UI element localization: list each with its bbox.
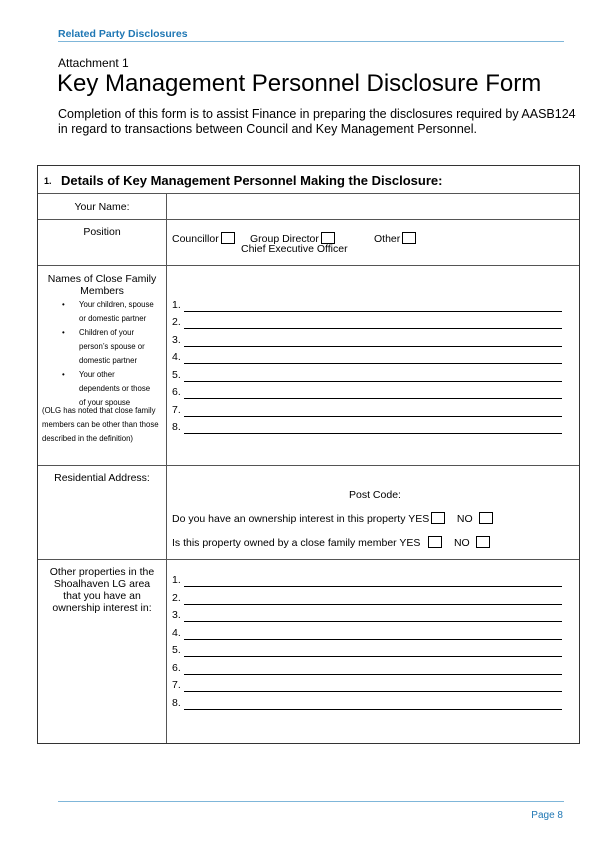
family-definition-list: [38, 298, 166, 410]
other-option[interactable]: [374, 232, 416, 245]
ownership-no-checkbox[interactable]: [479, 512, 493, 524]
page-number: Page 8: [531, 810, 563, 821]
header-divider: [58, 41, 564, 42]
table-divider: [38, 219, 579, 220]
family-bullet-item: dependents or those: [79, 384, 151, 393]
document-header-title: Related Party Disclosures: [58, 28, 188, 40]
family-bullet-item: • Your children, spouse: [62, 300, 154, 309]
table-divider: [38, 193, 579, 194]
group-director-label: Group Director: [250, 233, 319, 245]
family-bullet-item: of your spouse: [79, 398, 131, 407]
ownership-question: Do you have an ownership interest in this property YES NO: [172, 512, 493, 525]
table-divider: [38, 465, 579, 466]
property-entry-line[interactable]: 5.: [172, 644, 562, 658]
intro-paragraph: Completion of this form is to assist Finance in preparing the disclosures required by AASB124 in regard to transactions between Council and Key Management Personnel.: [58, 107, 576, 136]
property-entry-line[interactable]: 3.: [172, 609, 562, 623]
property-entry-line[interactable]: 7.: [172, 679, 562, 693]
table-divider: [38, 559, 579, 560]
family-owned-no-checkbox[interactable]: [476, 536, 490, 548]
attachment-label: Attachment 1: [58, 56, 129, 70]
other-properties-label: Other properties in the Shoalhaven LG area that you have an ownership interest in:: [49, 566, 155, 614]
family-entry-line[interactable]: 8.: [172, 421, 562, 435]
councillor-checkbox[interactable]: [221, 232, 235, 244]
family-entry-line[interactable]: 2.: [172, 316, 562, 330]
position-label: Position: [83, 226, 121, 238]
family-bullet-item: person’s spouse or: [79, 342, 145, 351]
family-entry-line[interactable]: 6.: [172, 386, 562, 400]
family-entry-line[interactable]: 1.: [172, 299, 562, 313]
other-checkbox[interactable]: [402, 232, 416, 244]
family-bullet-item: • Your other: [62, 370, 115, 379]
property-entry-line[interactable]: 2.: [172, 592, 562, 606]
family-members-label: Names of Close Family Members: [47, 273, 157, 297]
section-number: 1.: [44, 176, 52, 186]
family-entry-line[interactable]: 3.: [172, 334, 562, 348]
residential-address-label: Residential Address:: [54, 472, 150, 484]
family-bullet-item: • Children of your: [62, 328, 135, 337]
disclosure-form-table: [37, 165, 580, 744]
family-owned-no-label: NO: [453, 537, 470, 549]
councillor-option[interactable]: [172, 232, 235, 245]
ownership-yes-checkbox[interactable]: [431, 512, 445, 524]
family-owned-yes-checkbox[interactable]: [428, 536, 442, 548]
property-entry-line[interactable]: 4.: [172, 627, 562, 641]
section-title: Details of Key Management Personnel Making the Disclosure:: [61, 173, 443, 188]
property-entry-line[interactable]: 8.: [172, 697, 562, 711]
ownership-no-label: NO: [456, 513, 473, 525]
page-title: Key Management Personnel Disclosure Form: [57, 70, 542, 97]
table-column-divider: [166, 193, 167, 743]
family-entry-line[interactable]: 4.: [172, 351, 562, 365]
post-code-label: Post Code:: [349, 489, 401, 501]
your-name-label: Your Name:: [74, 201, 130, 213]
family-bullet-item: or domestic partner: [79, 314, 147, 323]
family-note: (OLG has noted that close family members can be other than those described in the definition): [42, 406, 159, 443]
councillor-label: Councillor: [172, 233, 219, 245]
family-owned-question: Is this property owned by a close family member YES NO: [172, 536, 490, 549]
other-label: Other: [374, 233, 401, 245]
property-entry-line[interactable]: 1.: [172, 574, 562, 588]
property-entry-line[interactable]: 6.: [172, 662, 562, 676]
family-entry-line[interactable]: 7.: [172, 404, 562, 418]
ceo-label: Chief Executive Officer: [241, 243, 348, 255]
family-entry-line[interactable]: 5.: [172, 369, 562, 383]
footer-divider: [58, 801, 564, 802]
table-divider: [38, 265, 579, 266]
family-bullet-item: domestic partner: [79, 356, 138, 365]
